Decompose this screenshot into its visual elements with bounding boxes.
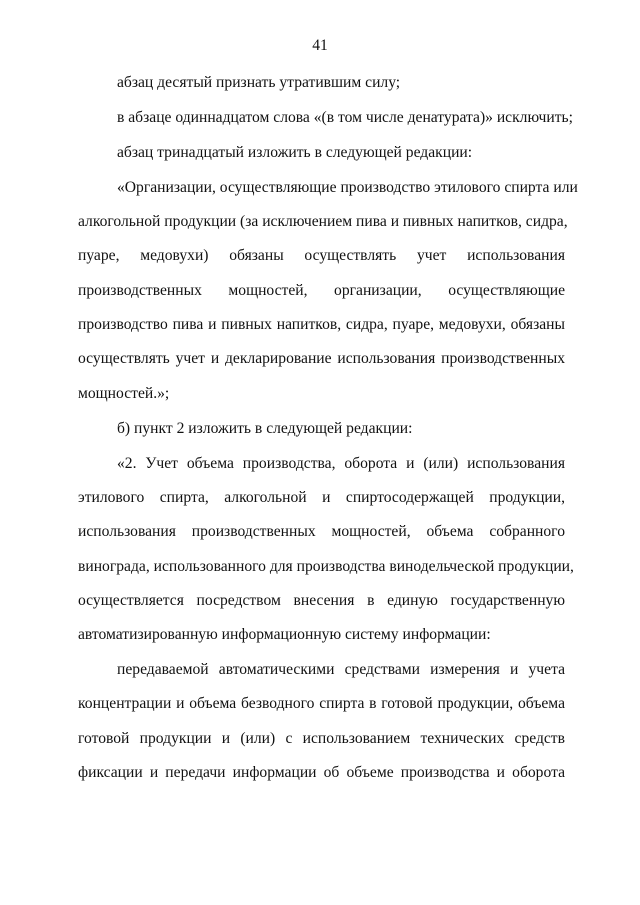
paragraph-line: производственных мощностей, организации, осуществляющие [78,282,565,299]
paragraph-line: фиксации и передачи информации об объеме производства и оборота [78,764,565,781]
paragraph-line: использования производственных мощностей, объема собранного [78,523,565,540]
paragraph-line: в абзаце одиннадцатом слова «(в том числе денатурата)» исключить; [117,109,573,126]
paragraph-line: автоматизированную информационную систему информации: [78,626,491,643]
paragraph-line: абзац тринадцатый изложить в следующей редакции: [117,144,473,161]
paragraph-line: пуаре, медовухи) обязаны осуществлять учет использования [78,247,565,264]
paragraph-line: винограда, использованного для производства винодельческой продукции, [78,558,574,575]
paragraph-line: «Организации, осуществляющие производство этилового спирта или [117,179,578,196]
paragraph-line: производство пива и пивных напитков, сидра, пуаре, медовухи, обязаны [78,316,565,333]
paragraph-line: готовой продукции и (или) с использованием технических средств [78,730,565,747]
paragraph-line: осуществляется посредством внесения в единую государственную [78,592,565,609]
paragraph-line: алкогольной продукции (за исключением пива и пивных напитков, сидра, [78,213,568,230]
paragraph-line: концентрации и объема безводного спирта в готовой продукции, объема [78,695,565,712]
paragraph-line: этилового спирта, алкогольной и спиртосодержащей продукции, [78,489,565,506]
paragraph-line: передаваемой автоматическими средствами измерения и учета [117,661,565,678]
paragraph-line: мощностей.»; [78,385,170,402]
page-number: 41 [312,37,328,54]
paragraph-line: «2. Учет объема производства, оборота и (или) использования [117,455,565,472]
paragraph-line: б) пункт 2 изложить в следующей редакции: [117,420,413,437]
paragraph-line: абзац десятый признать утратившим силу; [117,74,401,91]
paragraph-line: осуществлять учет и декларирование использования производственных [78,350,565,367]
